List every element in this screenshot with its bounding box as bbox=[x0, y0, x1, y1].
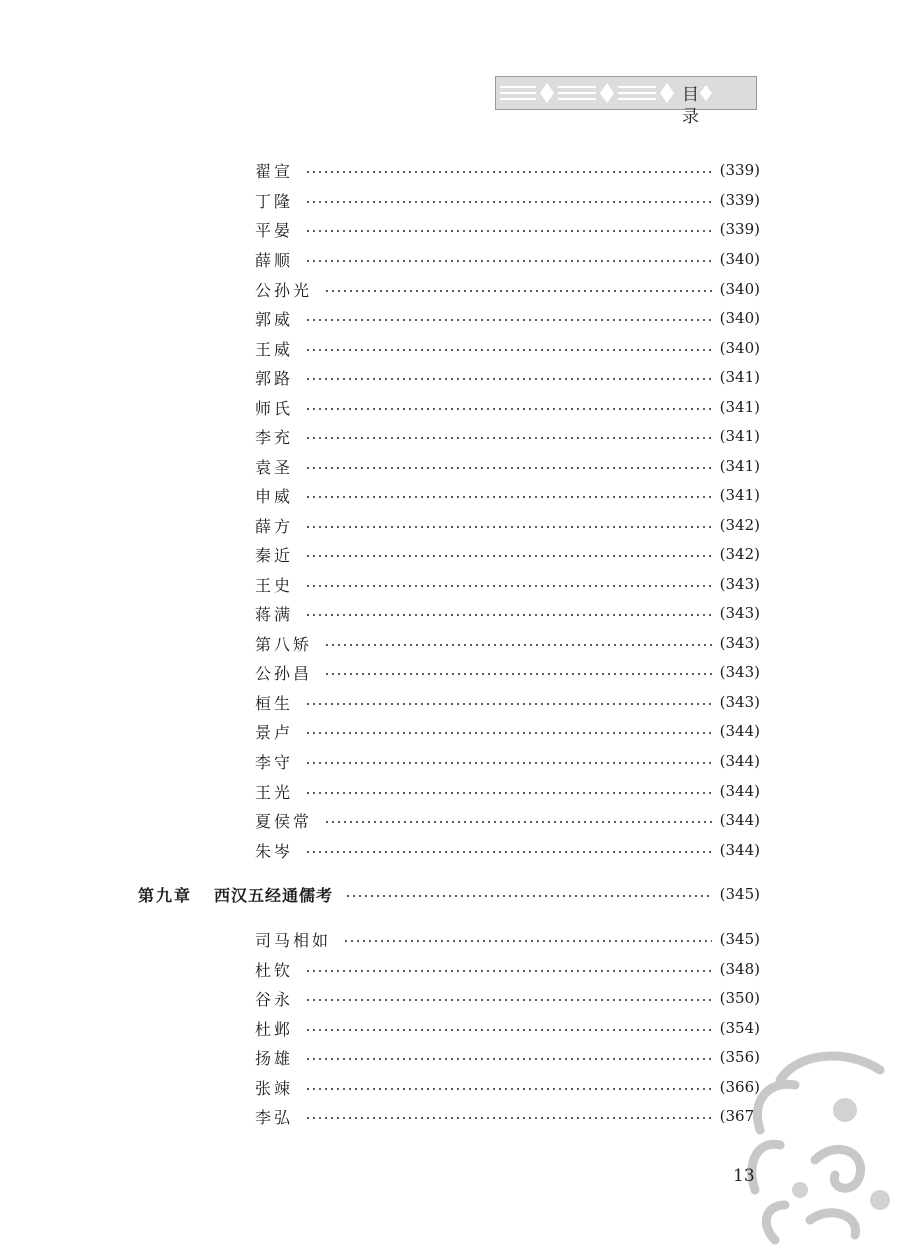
toc-entry-page: (344) bbox=[719, 841, 760, 859]
dot-leader bbox=[305, 1058, 712, 1060]
dot-leader bbox=[324, 673, 712, 675]
toc-entry-name: 李守 bbox=[255, 752, 294, 772]
toc-entry-page: (345) bbox=[719, 930, 760, 948]
toc-entry[interactable] bbox=[255, 277, 760, 301]
toc-entry-page: (341) bbox=[719, 427, 760, 445]
toc-entry-page: (356) bbox=[719, 1048, 760, 1066]
toc-entry-name: 郭威 bbox=[255, 309, 294, 329]
toc-entry-page: (344) bbox=[719, 782, 760, 800]
dot-leader bbox=[305, 171, 712, 173]
dot-leader bbox=[305, 201, 712, 203]
dot-leader bbox=[305, 999, 712, 1001]
toc-entry[interactable] bbox=[255, 306, 760, 330]
toc-entry-name: 申威 bbox=[255, 486, 294, 506]
toc-entry-name: 景卢 bbox=[255, 722, 294, 742]
toc-entry[interactable] bbox=[255, 365, 760, 389]
dot-leader bbox=[305, 970, 712, 972]
toc-entry[interactable] bbox=[255, 838, 760, 862]
toc-entry-page: (339) bbox=[719, 220, 760, 238]
toc-entry-name: 桓生 bbox=[255, 693, 294, 713]
toc-entry-name: 公孙光 bbox=[255, 280, 313, 300]
toc-entry[interactable] bbox=[255, 957, 760, 981]
toc-entry[interactable] bbox=[255, 542, 760, 566]
toc-entry-name: 王史 bbox=[255, 575, 294, 595]
toc-entry-name: 谷永 bbox=[255, 989, 294, 1009]
toc-entry[interactable] bbox=[255, 779, 760, 803]
dot-leader bbox=[305, 349, 712, 351]
toc-entry-page: (343) bbox=[719, 604, 760, 622]
toc-entry-page: (342) bbox=[719, 516, 760, 534]
page-number: 13 bbox=[733, 1166, 755, 1186]
toc-entry[interactable] bbox=[255, 986, 760, 1010]
toc-entry-page: (341) bbox=[719, 398, 760, 416]
running-header-title: 目 录 bbox=[682, 85, 723, 127]
dot-leader bbox=[324, 290, 712, 292]
toc-entry-page: (344) bbox=[719, 722, 760, 740]
toc-entry-page: (343) bbox=[719, 663, 760, 681]
toc-entry-page: (341) bbox=[719, 457, 760, 475]
toc-entry-name: 杜钦 bbox=[255, 960, 294, 980]
dot-leader bbox=[305, 378, 712, 380]
chapter-title: 西汉五经通儒考 bbox=[214, 885, 334, 905]
toc-entry[interactable] bbox=[255, 1045, 760, 1069]
toc-entry-page: (340) bbox=[719, 280, 760, 298]
dot-leader bbox=[305, 496, 712, 498]
toc-entry-page: (340) bbox=[719, 250, 760, 268]
toc-entry-page: (339) bbox=[719, 191, 760, 209]
toc-entry-name: 李弘 bbox=[255, 1107, 294, 1127]
toc-entry[interactable] bbox=[255, 188, 760, 212]
toc-entry-name: 郭路 bbox=[255, 368, 294, 388]
dot-leader bbox=[305, 851, 712, 853]
chapter-heading[interactable] bbox=[138, 881, 760, 907]
toc-entry-name: 司马相如 bbox=[255, 930, 332, 950]
dot-leader bbox=[343, 940, 712, 942]
dot-leader bbox=[305, 230, 712, 232]
toc-entry-page: (350) bbox=[719, 989, 760, 1007]
decorative-ornament-icon bbox=[740, 1040, 900, 1256]
dot-leader bbox=[305, 585, 712, 587]
toc-entry-page: (342) bbox=[719, 545, 760, 563]
toc-entry-page: (343) bbox=[719, 634, 760, 652]
toc-entry[interactable] bbox=[255, 395, 760, 419]
toc-entry-name: 蒋满 bbox=[255, 604, 294, 624]
toc-entry-page: (348) bbox=[719, 960, 760, 978]
toc-entry-page: (343) bbox=[719, 693, 760, 711]
toc-entry-name: 朱岑 bbox=[255, 841, 294, 861]
toc-entry-page: (340) bbox=[719, 339, 760, 357]
toc-entry[interactable] bbox=[255, 660, 760, 684]
toc-entry-name: 秦近 bbox=[255, 545, 294, 565]
toc-entry[interactable] bbox=[255, 1104, 760, 1128]
toc-entry[interactable] bbox=[255, 158, 760, 182]
toc-entry-name: 公孙昌 bbox=[255, 663, 313, 683]
toc-entry-name: 张竦 bbox=[255, 1078, 294, 1098]
dot-leader bbox=[345, 895, 712, 897]
toc-entry-page: (341) bbox=[719, 486, 760, 504]
toc-entry-page: (367) bbox=[719, 1107, 760, 1125]
toc-entry-name: 李充 bbox=[255, 427, 294, 447]
dot-leader bbox=[305, 792, 712, 794]
toc-entry-name: 袁圣 bbox=[255, 457, 294, 477]
toc-entry-page: (344) bbox=[719, 752, 760, 770]
dot-leader bbox=[305, 408, 712, 410]
dot-leader bbox=[305, 319, 712, 321]
toc-entry-name: 王光 bbox=[255, 782, 294, 802]
toc-entry[interactable] bbox=[255, 808, 760, 832]
toc-entry[interactable] bbox=[255, 572, 760, 596]
toc-entry[interactable] bbox=[255, 631, 760, 655]
toc-entry[interactable] bbox=[255, 336, 760, 360]
toc-entry-name: 平晏 bbox=[255, 220, 294, 240]
toc-entry-name: 王威 bbox=[255, 339, 294, 359]
toc-entry-name: 师氏 bbox=[255, 398, 294, 418]
dot-leader bbox=[324, 821, 712, 823]
toc-entry[interactable] bbox=[255, 749, 760, 773]
chapter-page: (345) bbox=[719, 885, 760, 903]
toc-entry-name: 杜邺 bbox=[255, 1019, 294, 1039]
toc-entry-page: (344) bbox=[719, 811, 760, 829]
toc-entry[interactable] bbox=[255, 1075, 760, 1099]
toc-entry[interactable] bbox=[255, 513, 760, 537]
dot-leader bbox=[324, 644, 712, 646]
dot-leader bbox=[305, 437, 712, 439]
toc-entry[interactable] bbox=[255, 719, 760, 743]
toc-entry-name: 第八矫 bbox=[255, 634, 313, 654]
dot-leader bbox=[305, 614, 712, 616]
toc-entry-page: (354) bbox=[719, 1019, 760, 1037]
toc-entry[interactable] bbox=[255, 247, 760, 271]
toc-entry[interactable] bbox=[255, 927, 760, 951]
dot-leader bbox=[305, 1088, 712, 1090]
dot-leader bbox=[305, 467, 712, 469]
dot-leader bbox=[305, 526, 712, 528]
dot-leader bbox=[305, 762, 712, 764]
toc-entry-page: (340) bbox=[719, 309, 760, 327]
toc-entry[interactable] bbox=[255, 454, 760, 478]
dot-leader bbox=[305, 555, 712, 557]
toc-entry-name: 夏侯常 bbox=[255, 811, 313, 831]
toc-entry-page: (341) bbox=[719, 368, 760, 386]
toc-entry-page: (366) bbox=[719, 1078, 760, 1096]
toc-entry-name: 丁隆 bbox=[255, 191, 294, 211]
toc-entry[interactable] bbox=[255, 483, 760, 507]
toc-entry[interactable] bbox=[255, 601, 760, 625]
chapter-number: 第九章 bbox=[138, 885, 193, 905]
toc-entry[interactable] bbox=[255, 1016, 760, 1040]
toc-entry-page: (339) bbox=[719, 161, 760, 179]
toc-entry[interactable] bbox=[255, 690, 760, 714]
toc-entry-name: 薛顺 bbox=[255, 250, 294, 270]
dot-leader bbox=[305, 1029, 712, 1031]
dot-leader bbox=[305, 732, 712, 734]
toc-entry[interactable] bbox=[255, 217, 760, 241]
toc-entry[interactable] bbox=[255, 424, 760, 448]
toc-entry-name: 翟宣 bbox=[255, 161, 294, 181]
toc-entry-name: 薛方 bbox=[255, 516, 294, 536]
dot-leader bbox=[305, 260, 712, 262]
toc-entry-page: (343) bbox=[719, 575, 760, 593]
toc-entry-name: 扬雄 bbox=[255, 1048, 294, 1068]
dot-leader bbox=[305, 703, 712, 705]
dot-leader bbox=[305, 1117, 712, 1119]
